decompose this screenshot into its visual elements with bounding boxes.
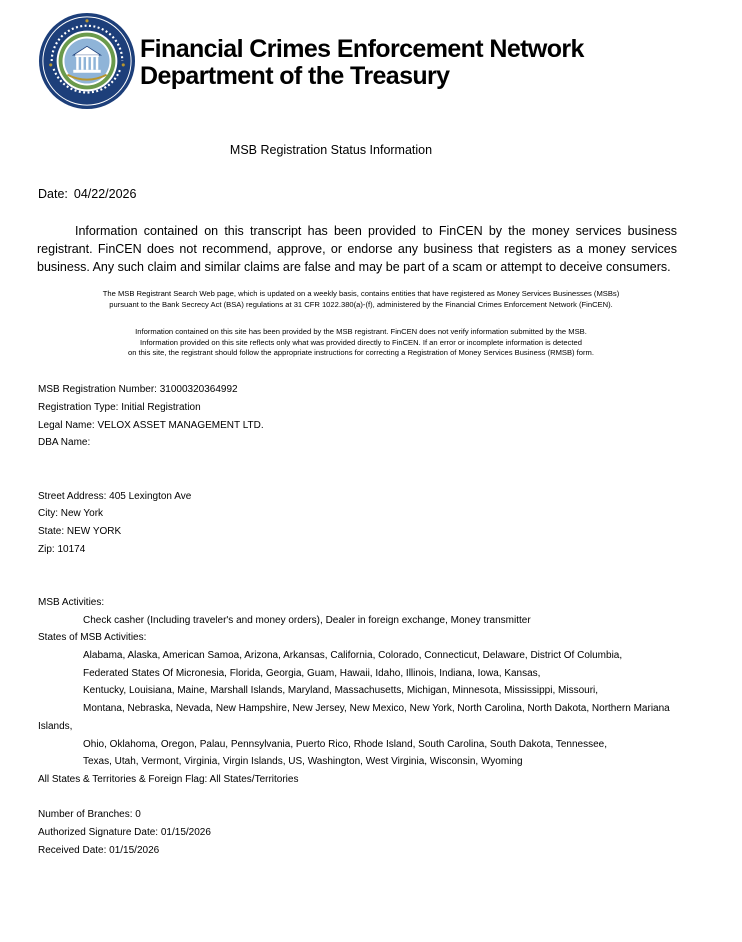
street-address: Street Address: 405 Lexington Ave [38, 491, 192, 502]
note-line: The MSB Registrant Search Web page, which is updated on a weekly basis, contains entities that have registered as Money Services Businesses (MSBs) [102, 289, 620, 298]
note-line: Information contained on this site has been provided by the MSB registrant. FinCEN does not verify information submitted by the MSB. [135, 327, 587, 336]
states-line: Federated States Of Micronesia, Florida, Georgia, Guam, Hawaii, Idaho, Illinois, Indiana, Iowa, Kansas, [83, 668, 541, 679]
dept-name: Department of the Treasury [140, 62, 450, 90]
header [38, 12, 678, 112]
date-label: Date: [38, 187, 68, 201]
registrant-search-note [40, 289, 682, 310]
note-line: Information provided on this site reflects only what was provided directly to FinCEN. If an error or incomplete information is detected [140, 337, 582, 347]
treasury-seal-icon [38, 12, 136, 110]
states-line: Islands, [38, 721, 73, 732]
state: State: NEW YORK [38, 526, 122, 537]
verification-note [40, 327, 682, 359]
date-line [38, 187, 136, 201]
org-name: Financial Crimes Enforcement Network [140, 35, 584, 63]
registration-type: Registration Type: Initial Registration [38, 402, 201, 413]
registration-number: MSB Registration Number: 31000320364992 [38, 384, 238, 395]
dba-name: DBA Name: [38, 437, 91, 448]
disclaimer-text: Information contained on this transcript has been provided to FinCEN by the money services business registrant. FinCEN does not recommend, approve, or endorse any business that registers as a money services business. Any such claim and similar claims are false and may be part of a scam or attempt to deceive consumers. [37, 224, 677, 274]
number-of-branches: Number of Branches: 0 [38, 809, 141, 820]
states-line: Ohio, Oklahoma, Oregon, Palau, Pennsylvania, Puerto Rico, Rhode Island, South Carolina, South Dakota, Tennessee, [83, 739, 608, 750]
states-line: Alabama, Alaska, American Samoa, Arizona, Arkansas, California, Colorado, Connecticut, Delaware, District Of Columbia, [83, 650, 623, 661]
note-line: pursuant to the Bank Secrecy Act (BSA) regulations at 31 CFR 1022.380(a)-(f), administered by the Financial Crimes Enforcement Network (FinCEN). [109, 299, 613, 309]
states-line: Texas, Utah, Vermont, Virginia, Virgin Islands, US, Washington, West Virginia, Wisconsin, Wyoming [83, 756, 523, 767]
all-states-flag: All States & Territories & Foreign Flag: All States/Territories [38, 774, 299, 785]
disclaimer-paragraph [37, 222, 677, 276]
states-line: Montana, Nebraska, Nevada, New Hampshire, New Jersey, New Mexico, New York, North Carolina, North Dakota, Northern Mariana [83, 703, 670, 714]
received-date: Received Date: 01/15/2026 [38, 845, 160, 856]
zip: Zip: 10174 [38, 544, 86, 555]
states-label: States of MSB Activities: [38, 632, 147, 643]
msb-activities-value: Check casher (Including traveler's and money orders), Dealer in foreign exchange, Money transmitter [83, 615, 531, 626]
date-value: 04/22/2026 [73, 187, 137, 201]
page-title: MSB Registration Status Information [229, 143, 433, 157]
city: City: New York [38, 508, 104, 519]
states-line: Kentucky, Louisiana, Maine, Marshall Islands, Maryland, Massachusetts, Michigan, Minnesota, Mississippi, Missouri, [83, 685, 599, 696]
authorized-signature-date: Authorized Signature Date: 01/15/2026 [38, 827, 211, 838]
note-line: on this site, the registrant should follow the appropriate instructions for correcting a Registration of Money Services Business (RMSB) form. [128, 348, 594, 357]
legal-name: Legal Name: VELOX ASSET MANAGEMENT LTD. [38, 420, 264, 431]
msb-activities-label: MSB Activities: [38, 597, 105, 608]
